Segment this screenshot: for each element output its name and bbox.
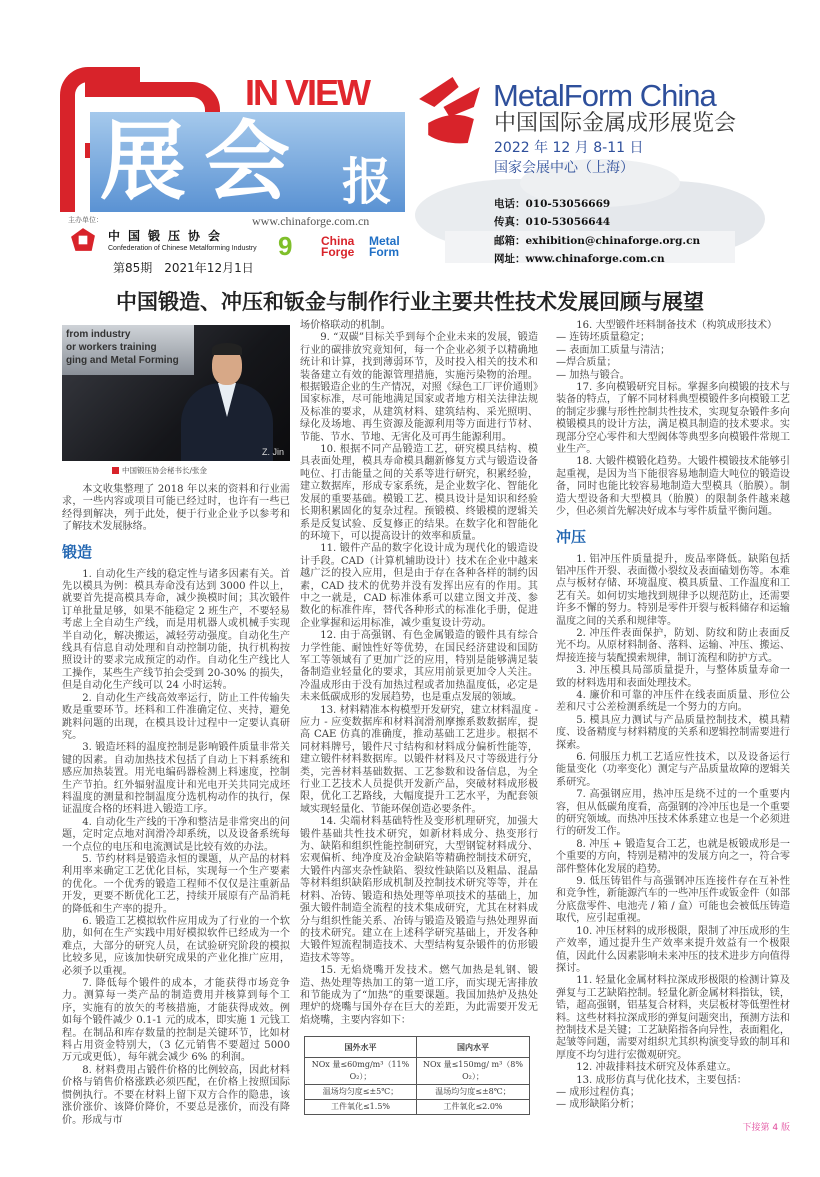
table-cell: NOx 量≤150mg/ m³（8% O₂）； [417,1058,530,1085]
table-row [305,1085,530,1100]
article-paragraph: 3. 锻造坯料的温度控制是影响锻件质量非常关键的因素。自动加热技术包括了自动上下料系统和感应加热装置。用光电编码器检测上料速度，控制生产节拍。红外辐射温度计和光电开关共同完成坯料温度的测量和控制温度分选机构动作的执行，保证温度合格的坯料进入锻造工序。 [62,742,290,816]
table-cell: 温场均匀度≤±8℃； [417,1085,530,1100]
article-paragraph: 14. 尖端材料基础特性及变形机理研究，加强大锻件基础共性技术研究，如新材料成分、热变形行为、缺陷和组织性能控制研究，大型钢锭材料成分、宏观偏析、纯净度及冶金缺陷等精确控制技术研究，大锻件内部夹杂性缺陷、裂纹性缺陷以及粗晶、混晶等材料组织缺陷形成机制及控制技术研究等等，并在材料、冶铸、锻造和热处理等单项技术的基础上，加强大锻件制造全流程的技术集成研究，尤其在材料成分与组织性能关系、冶铸与锻造及锻造与热处理界面的技术研究。建立在上述科学研究基础上，开发各种大锻件短流程制造技术、大型结构复杂锻件的仿形锻造技术等等。 [300,816,538,964]
article-paragraph: 6. 伺服压力机工艺适应性技术，以及设备运行能量变化（功率变化）测定与产品质量故障的逻辑关系研究。 [556,752,790,788]
article-paragraph: 1. 自动化生产线的稳定性与诸多因素有关。首先以模具为例：模具寿命没有达到 3000 件以上，就要首先提高模具寿命，减少换模时间；其次锻件订单批量足够，如果不能稳定 2 班生产，不要轻易考虑上全自动生产线，而是用机器人或机械手实现半自动化，解决搬运，减轻劳动强度。自动化生产线具有信息自动处理和自动控制功能，执行机构按照设计的要求完成预定的动作。自动化生产线比人工操作，某些生产线节拍会受到 20-30% 的损失，但是自动化生产线可以 24 小时运转。 [62,568,290,692]
article-paragraph: — 连铸坯质量稳定； [556,332,651,344]
nine-logo: 9 [278,231,293,261]
article-column-2 [300,320,538,1115]
metalform-logo: Metal Form [369,234,400,259]
article-paragraph: 4. 自动化生产线的干净和整洁是非常突出的问题，定时定点地对润滑冷却系统，以及设备系统每一个点位的电压和电流测试是比较有效的办法。 [62,816,290,853]
table-header: 国外水平 [305,1037,417,1058]
in-view-logo: IN VIEW [245,72,370,113]
article-paragraph: 7. 高强钢应用，热冲压是绕不过的一个重要内容，但从低碳角度看，高强钢的冷冲压也是一个重要的研究领域。而热冲压技术体系建立也是一个必须进行的研发工作。 [556,789,790,838]
article-paragraph: 2. 自动化生产线高效率运行，防止工件传输失败是重要环节。坯料和工件准确定位、夹持，避免跳料问题的出现，在模具设计过程中一定要认真研究。 [62,692,290,741]
table-header: 国内水平 [417,1037,530,1058]
article-paragraph: 6. 锻造工艺模拟软件应用成为了行业的一个软肋，如何在生产实践中用好模拟软件已经成为一个难点，大部分的研究人员，在试验研究阶段的模拟比较多见，应该加快研究成果的产业化推广应用，必须予以重视。 [62,916,290,977]
article-paragraph: 16. 大型锻件坯料制备技术（构筑成形技术） [576,320,778,331]
table-cell: 温场均匀度≤±5℃； [305,1085,417,1100]
author-photo [62,325,290,461]
article-paragraph: 10. 冲压材料的成形极限，限制了冲压成形的生产效率，通过提升生产效率来提升效益有一个极限值，因此什么因素影响未来冲压的技术进步方向值得探讨。 [556,925,790,974]
photo-name-tag: Z. Jin [261,447,284,457]
host-name-en: Confederation of Chinese Metalforming Industry [108,245,257,252]
article-paragraph: 场价格联动的机制。 [300,320,391,331]
table-cell: 工件氧化≤1.5% [305,1100,417,1115]
article-paragraph: 本文收集整理了 2018 年以来的资料和行业需求，一些内容或项目可能已经过时，也许有一些已经得到解决，列于此处，便于行业企业予以参考和了解技术发展脉络。 [62,484,290,533]
newspaper-logo-text: 展会 [100,112,308,212]
article-paragraph: 9. 低压铸铝件与高强钢冲压连接件存在互补性和竞争性，新能源汽车的一些冲压件或钣金件（如部分底盘零件、电池壳 / 箱 / 盒）可能也会被低压铸造取代，应引起重视。 [556,876,790,925]
section-heading: 锻造 [62,542,93,561]
exhibition-title-en: MetalForm China [493,78,716,113]
contact-website[interactable]: 网址：www.chinaforge.com.cn [494,253,665,265]
host-name-cn: 中国锻压协会 [108,229,229,243]
article-paragraph: 7. 降低每个锻件的成本，才能获得市场竞争力。测算每一类产品的制造费用并核算到每个工序，实施有的放矢的考核措施，才能获得成效。例如每个锻件减少 0.1-1 元的成本，即实施 1 元钱工程。在制品和库存数量的控制是关键环节，比如材料占用资金特别大，（3 亿元销售不要超过 5000 万元或更低），每年就会减少 6% 的利润。 [62,978,290,1064]
article-paragraph: 12. 冲裁排料技术研究及体系建立。 [576,1062,737,1074]
article-paragraph: 9. “双碳”目标关乎到每个企业未来的发展，锻造行业的碳排放究竟知何，每一个企业必须予以精确地统计和计算，找到薄弱环节，及时投入相关的技术和装备建立有效的能源管理措施，实施污染物的治理。根据锻造企业的生产情况，对照《绿色工厂评价通则》国家标准，尽可能地满足国家或者地方相关法律法规及标准的要求，从建筑材料、建筑结构、采光照明、绿化及场地、再生资源及能源利用等方面进行节材、节能、节水、节地、无害化及可再生能源利用。 [300,332,538,443]
contact-phone: 电话：010-53056669 [494,198,611,210]
article-paragraph: 17. 多向模锻研究目标。掌握多向模锻的技术与装备的特点，了解不同材料典型模锻件多向模锻工艺的制定步骤与形性控制共性技术，实现复杂锻件多向模锻模具的设计方法，满足模具制造的技术要求。实现部分空心零件和大型阀体等典型多向模锻件常规工业生产。 [556,382,790,456]
contact-fax: 传真：010-53056644 [494,216,611,228]
table-row [305,1058,530,1085]
table-cell: 工件氧化≤2.0% [417,1100,530,1115]
site-url[interactable]: www.chinaforge.com.cn [252,214,370,228]
photo-figure-hair [212,343,242,355]
article-paragraph: 5. 模具应力测试与产品质量控制技术，模具精度、设备精度与材料精度的关系和逻辑控制需要进行探索。 [556,714,790,751]
article-column-3 [556,320,790,1134]
article-paragraph: 15. 无焰烧嘴开发技术。燃气加热是轧钢、锻造、热处理等热加工的第一道工序，而实现无害排放和节能成为了“加热”的重要课题。我国加热炉及热处理炉的烧嘴与国外存在巨大的差距，为此需要开发无焰烧嘴，主要内容如下： [300,965,538,1026]
section-heading: 冲压 [556,527,587,546]
article-column-1 [62,484,290,1127]
article-paragraph: — 成形缺陷分析； [556,1099,640,1111]
article-paragraph: 18. 大锻件模锻化趋势。大锻件模锻技术能够引起重视，是因为当下能很容易地制造大吨位的锻造设备，同时也能比较容易地制造大型模具（胎膜）。制造大型设备和大型模具（胎膜）的限制条件越来越少，但必须首先解决好成本与零件质量平衡问题。 [556,456,790,518]
article-paragraph: 2. 冲压件表面保护，防划、防纹和防止表面反光不均。从原材料制备、落料、运输、冲压、搬运、焊接连接与装配摸索规律，制订流程和防护方式。 [556,627,790,664]
metalform-swirl-logo [413,73,483,147]
exhibition-date: 2022 年 12 月 8-11 日 [494,140,644,156]
table-cell: NOx 量≤60mg/m³（11% O₂）； [305,1058,417,1085]
host-label: 主办单位： [68,216,103,224]
article-paragraph: 11. 轻量化金属材料拉深成形极限的检测计算及弹复与工艺缺陷控制。轻量化新金属材料指钛，镁，锆，超高强钢，铝基复合材料，夹层板材等低塑性材料。这些材料拉深成形的弹复问题突出，预测方法和控制技术是关键；工艺缺陷指各向异性，表面粗化，起皱等问题，需要对组织尤其织构演变导致的制耳和厚度不均匀进行宏微观研究。 [556,975,790,1061]
article-paragraph: 8. 冲压 + 锻造复合工艺，也就是板锻成形是一个重要的方向，特别是精冲的发展方向之一，符合零部件整体化发展的趋势。 [556,838,790,875]
article-paragraph: —焊合质量； [556,357,617,369]
article-paragraph: 13. 材料精准本构模型开发研究，建立材料温度 - 应力 - 应变数据库和材料润滑剂摩擦系数数据库，提高 CAE 仿真的准确度，推动基础工艺进步。根据不同材料牌号，锻件尺寸结构和材料成分偏析性能等，建立锻件材料数据库。以锻件材料及尺寸等级进行分类，完善材料基础数据、工艺参数和设备信息，为全行业工艺技术人员提供开发新产品，突破材料成形极限，优化工艺路线，大幅度提升工艺水平，为配套领域实现轻量化、节能环保创造必要条件。 [300,704,538,815]
continued-note: 下接第 4 版 [742,1122,790,1133]
chinaforge-logo: China Forge [321,234,355,259]
article-paragraph: 13. 成形仿真与优化技术，主要包括： [576,1074,747,1086]
article-paragraph: 1. 铝冲压件质量提升，废品率降低。缺陷包括铝冲压件开裂、表面微小裂纹及表面磕划伤等。本难点与板材存储、环境温度、模具质量、工作温度和工艺有关。如何切实地找到规律予以规范防止，还需要许多不懈的努力。特别是零件开裂与板料储存和运输温度之间的关系和规律等。 [556,553,790,627]
exhibition-venue: 国家会展中心（上海） [494,160,634,176]
cfmi-logo-icon [68,227,98,253]
article-paragraph: — 加热与锻合。 [556,369,630,381]
newspaper-logo-bao: 报 [342,153,392,211]
article-paragraph: 10. 根据不同产品锻造工艺，研究模具结构、模具表面处理，模具寿命模具翻新修复方式与锻造设备吨位、打击能量之间的关系等进行研究，积累经验，建立数据库，形成专家系统，是企业数字化、智能化发展的重要基础。模锻工艺、模具设计是知识和经验长期积累固化的复杂过程。预锻模、终锻模的逻辑关系是反复试验、反复修正的结果。在数字化和智能化的环境下，可以提高设计的效率和质量。 [300,444,538,542]
burner-comparison-table [304,1036,530,1115]
article-paragraph: 11. 锻件产品的数字化设计成为现代化的锻造设计手段。CAD（计算机辅助设计）技术在企业中越来越广泛的投入应用，但是由于存在各种各样的制约因素，CAD 技术的优势并没有发挥出应有的作用。其中之一就是，CAD 标准体系可以建立图文并茂、参数化的标准件库，替代各种形式的标准化手册，促进企业掌握和运用标准，减少重复设计劳动。 [300,543,538,629]
article-paragraph: 12. 由于高强钢、有色金属锻造的锻件具有综合力学性能、耐蚀性好等优势，在国民经济建设和国防军工等领域有了更加广泛的应用，特别是能够满足装备制造业轻量化的要求，其应用前景更加令人关注。冷温成形由于没有加热过程或者加热温度低，必定是未来低碳成形的发展趋势，也是重点发展的领域。 [300,630,538,704]
article-paragraph: — 成形过程仿真； [556,1086,640,1098]
article-headline: 中国锻造、冲压和钣金与制作行业主要共性技术发展回顾与展望 [116,290,704,314]
contact-email[interactable]: 邮箱：exhibition@chinaforge.org.cn [494,235,701,247]
article-paragraph: 8. 材料费用占锻件价格的比例较高，因此材料价格与销售价格涨跌必须匹配，在价格上按照国际惯例执行。不要在材料上留下双方合作的隐患，该涨价涨价、该降价降价，不要总是涨价，而没有降价。形成与市 [62,1064,290,1126]
article-paragraph: 5. 节约材料是锻造永恒的课题，从产品的材料利用率来确定工艺优化目标，实现每一个生产要素的优化。一个优秀的锻造工程师不仅仅是注重新品开发，更要不断优化工艺，持续开展原有产品消耗的降低和生产率的提升。 [62,853,290,915]
article-paragraph: — 表面加工质量与清洁； [556,344,671,356]
issue-info: 第85期 2021年12月1日 [113,261,254,275]
photo-caption: 中国锻压协会秘书长/张金 [112,466,207,476]
article-paragraph: 3. 冲压模具局部质量提升，与整体质量寿命一致的材料选用和表面处理技术。 [556,665,790,689]
article-paragraph: 4. 廉价和可靠的冲压件在线表面质量、形位公差和尺寸公差检测系统是一个努力的方向。 [556,689,790,714]
table-row [305,1100,530,1115]
photo-banner: from industry or workers training ging and Metal Forming [62,325,194,375]
exhibition-title-cn: 中国国际金属成形展览会 [494,111,737,136]
